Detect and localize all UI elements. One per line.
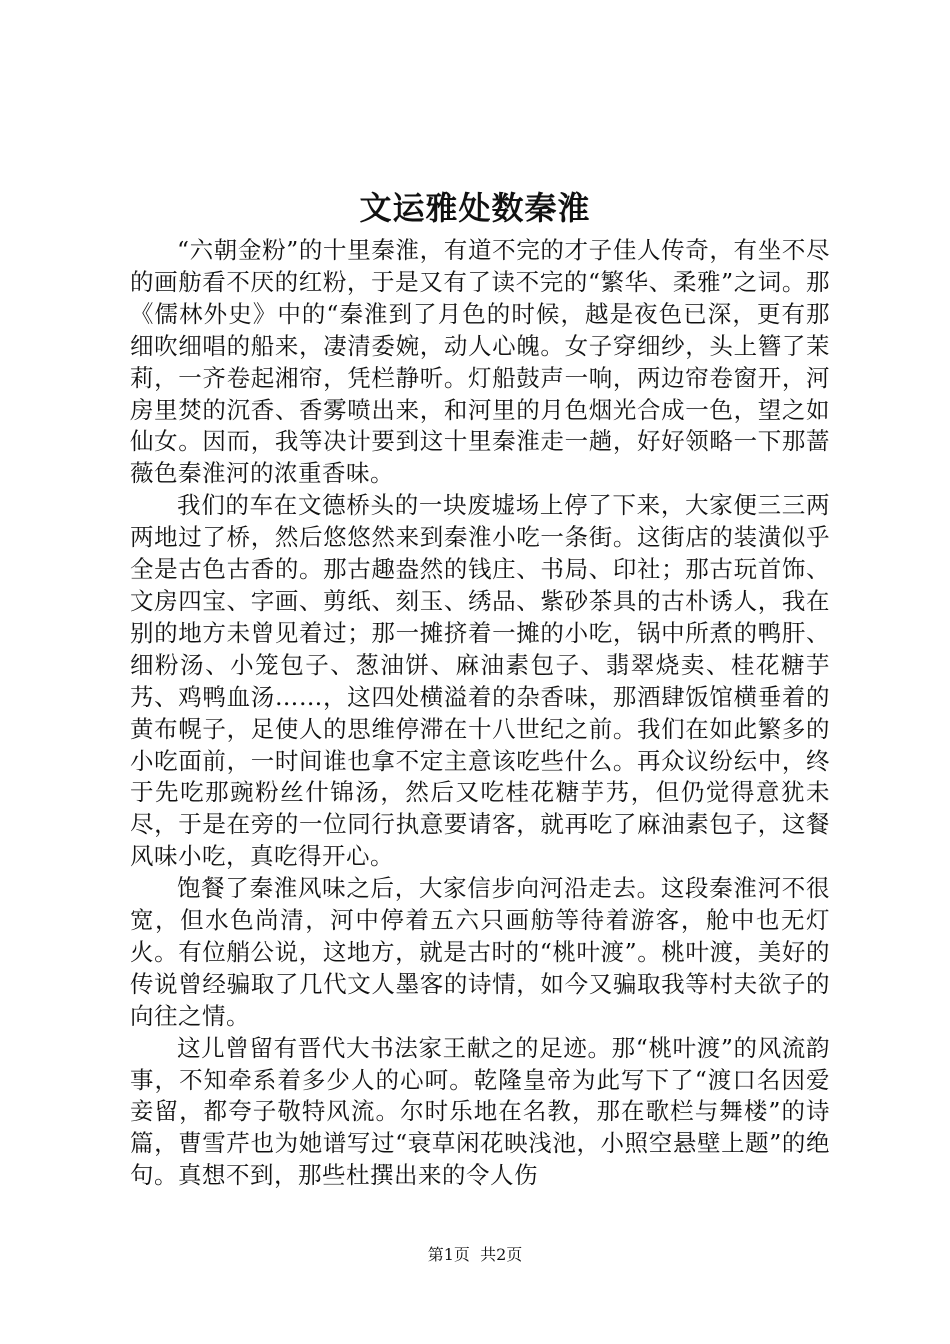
paragraph-1: “六朝金粉”的十里秦淮，有道不完的才子佳人传奇，有坐不尽的画舫看不厌的红粉，于是又有了读不完的“繁华、柔雅”之词。那《儒林外史》中的“秦淮到了月色的时候，越是夜色已深，更有那细吹细唱的船来，凄清委婉，动人心魄。女子穿细纱，头上簪了茉莉，一齐卷起湘帘，凭栏静听。灯船鼓声一响，两边帘卷窗开，河房里焚的沉香、香雾喷出来，和河里的月色烟光合成一色，望之如仙女。因而，我等决计要到这十里秦淮走一趟，好好领略一下那蔷薇色秦淮河的浓重香味。 (130, 236, 830, 488)
document-title: 文运雅处数秦淮 (359, 189, 591, 227)
paragraph-3: 饱餐了秦淮风味之后，大家信步向河沿走去。这段秦淮河不很宽，但水色尚清，河中停着五六只画舫等待着游客，舱中也无灯火。有位艄公说，这地方，就是古时的“桃叶渡”。桃叶渡，美好的传说曾经骗取了几代文人墨客的诗情，如今又骗取我等村夫欲子的向往之情。 (130, 874, 830, 1030)
document-body (130, 235, 830, 1192)
paragraph-2: 我们的车在文德桥头的一块废墟场上停了下来，大家便三三两两地过了桥，然后悠悠然来到秦淮小吃一条街。这街店的装潢似乎全是古色古香的。那古趣盎然的钱庄、书局、印社；那古玩首饰、文房四宝、字画、剪纸、刻玉、绣品、紫砂茶具的古朴诱人，我在别的地方未曾见着过；那一摊挤着一摊的小吃，锅中所煮的鸭肝、细粉汤、小笼包子、葱油饼、麻油素包子、翡翠烧卖、桂花糖芋艿、鸡鸭血汤……，这四处横溢着的杂香味，那酒肆饭馆横垂着的黄布幌子，足使人的思维停滞在十八世纪之前。我们在如此繁多的小吃面前，一时间谁也拿不定主意该吃些什么。再众议纷纭中，终于先吃那豌粉丝什锦汤，然后又吃桂花糖芋艿，但仍觉得意犹未尽，于是在旁的一位同行执意要请客，就再吃了麻油素包子，这餐风味小吃，真吃得开心。 (130, 491, 830, 871)
paragraph-4: 这儿曾留有晋代大书法家王献之的足迹。那“桃叶渡”的风流韵事，不知牵系着多少人的心呵。乾隆皇帝为此写下了“渡口名因爱妾留，都夸子敬特风流。尔时乐地在名教，那在歌栏与舞楼”的诗篇，曹雪芹也为她谱写过“衰草闲花映浅池，小照空悬壁上题”的绝句。真想不到，那些杜撰出来的令人伤 (130, 1033, 830, 1190)
page-footer (0, 1244, 950, 1266)
page-number-indicator: 第1页 共2页 (427, 1245, 523, 1264)
